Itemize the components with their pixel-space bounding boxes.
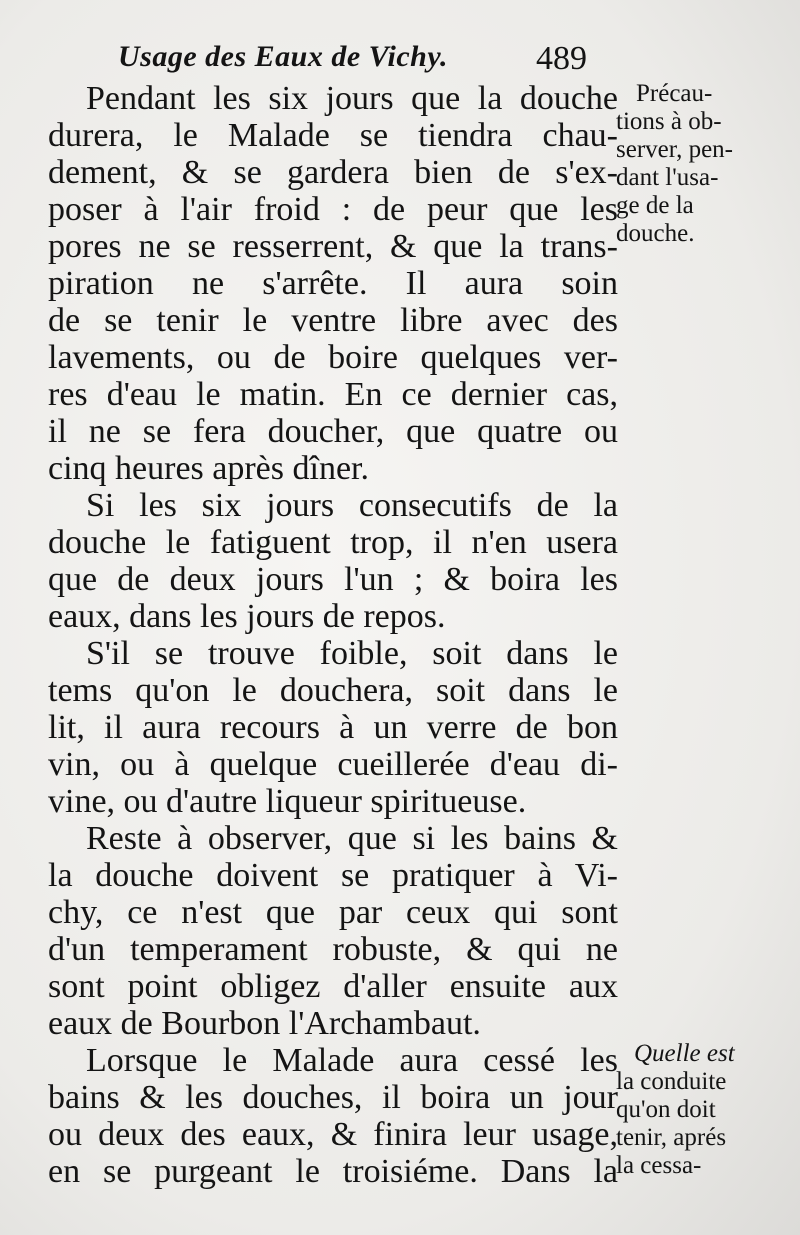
marginal-line: douche.	[616, 220, 695, 247]
marginal-line: Quelle est	[634, 1040, 735, 1067]
body-line: res d'eau le matin. En ce dernier cas,	[48, 376, 618, 413]
body-line: vin, ou à quelque cueillerée d'eau di-	[48, 746, 618, 783]
body-line: ou deux des eaux, & finira leur usage,	[48, 1116, 618, 1153]
body-line: Si les six jours consecutifs de la	[86, 487, 618, 524]
body-line: eaux de Bourbon l'Archambaut.	[48, 1005, 481, 1042]
body-line: Reste à observer, que si les bains &	[86, 820, 618, 857]
body-line: S'il se trouve foible, soit dans le	[86, 635, 618, 672]
body-line: la douche doivent se pratiquer à Vi-	[48, 857, 618, 894]
marginal-line: dant l'usa-	[616, 164, 719, 191]
body-line: que de deux jours l'un ; & boira les	[48, 561, 618, 598]
body-line: en se purgeant le troisiéme. Dans la	[48, 1153, 618, 1190]
body-line: lit, il aura recours à un verre de bon	[48, 709, 618, 746]
body-line: dement, & se gardera bien de s'ex-	[48, 154, 618, 191]
body-line: il ne se fera doucher, que quatre ou	[48, 413, 618, 450]
body-line: durera, le Malade se tiendra chau-	[48, 117, 618, 154]
body-line: poser à l'air froid : de peur que les	[48, 191, 618, 228]
body-line: tems qu'on le douchera, soit dans le	[48, 672, 618, 709]
body-line: cinq heures après dîner.	[48, 450, 369, 487]
body-line: d'un temperament robuste, & qui ne	[48, 931, 618, 968]
body-line: eaux, dans les jours de repos.	[48, 598, 446, 635]
body-line: pores ne se resserrent, & que la trans-	[48, 228, 618, 265]
marginal-line: la cessa-	[616, 1152, 702, 1179]
marginal-line: tions à ob-	[616, 108, 722, 135]
marginal-note	[616, 80, 758, 248]
body-line: de se tenir le ventre libre avec des	[48, 302, 618, 339]
running-title: Usage des Eaux de Vichy.	[118, 40, 449, 73]
marginal-line: Précau-	[636, 80, 713, 107]
marginal-line: la conduite	[616, 1068, 727, 1095]
body-line: lavements, ou de boire quelques ver-	[48, 339, 618, 376]
body-line: piration ne s'arrête. Il aura soin	[48, 265, 618, 302]
marginal-note	[616, 1040, 758, 1180]
body-line: bains & les douches, il boira un jour	[48, 1079, 618, 1116]
marginal-line: ge de la	[616, 192, 694, 219]
body-line: vine, ou d'autre liqueur spiritueuse.	[48, 783, 527, 820]
page-number: 489	[536, 40, 587, 77]
body-line: douche le fatiguent trop, il n'en usera	[48, 524, 618, 561]
marginal-line: server, pen-	[616, 136, 733, 163]
body-line: Lorsque le Malade aura cessé les	[86, 1042, 618, 1079]
marginal-line: tenir, aprés	[616, 1124, 727, 1151]
marginal-line: qu'on doit	[616, 1096, 716, 1123]
body-line: Pendant les six jours que la douche	[86, 80, 618, 117]
body-line: chy, ce n'est que par ceux qui sont	[48, 894, 618, 931]
body-text	[48, 80, 618, 1190]
body-line: sont point obligez d'aller ensuite aux	[48, 968, 618, 1005]
